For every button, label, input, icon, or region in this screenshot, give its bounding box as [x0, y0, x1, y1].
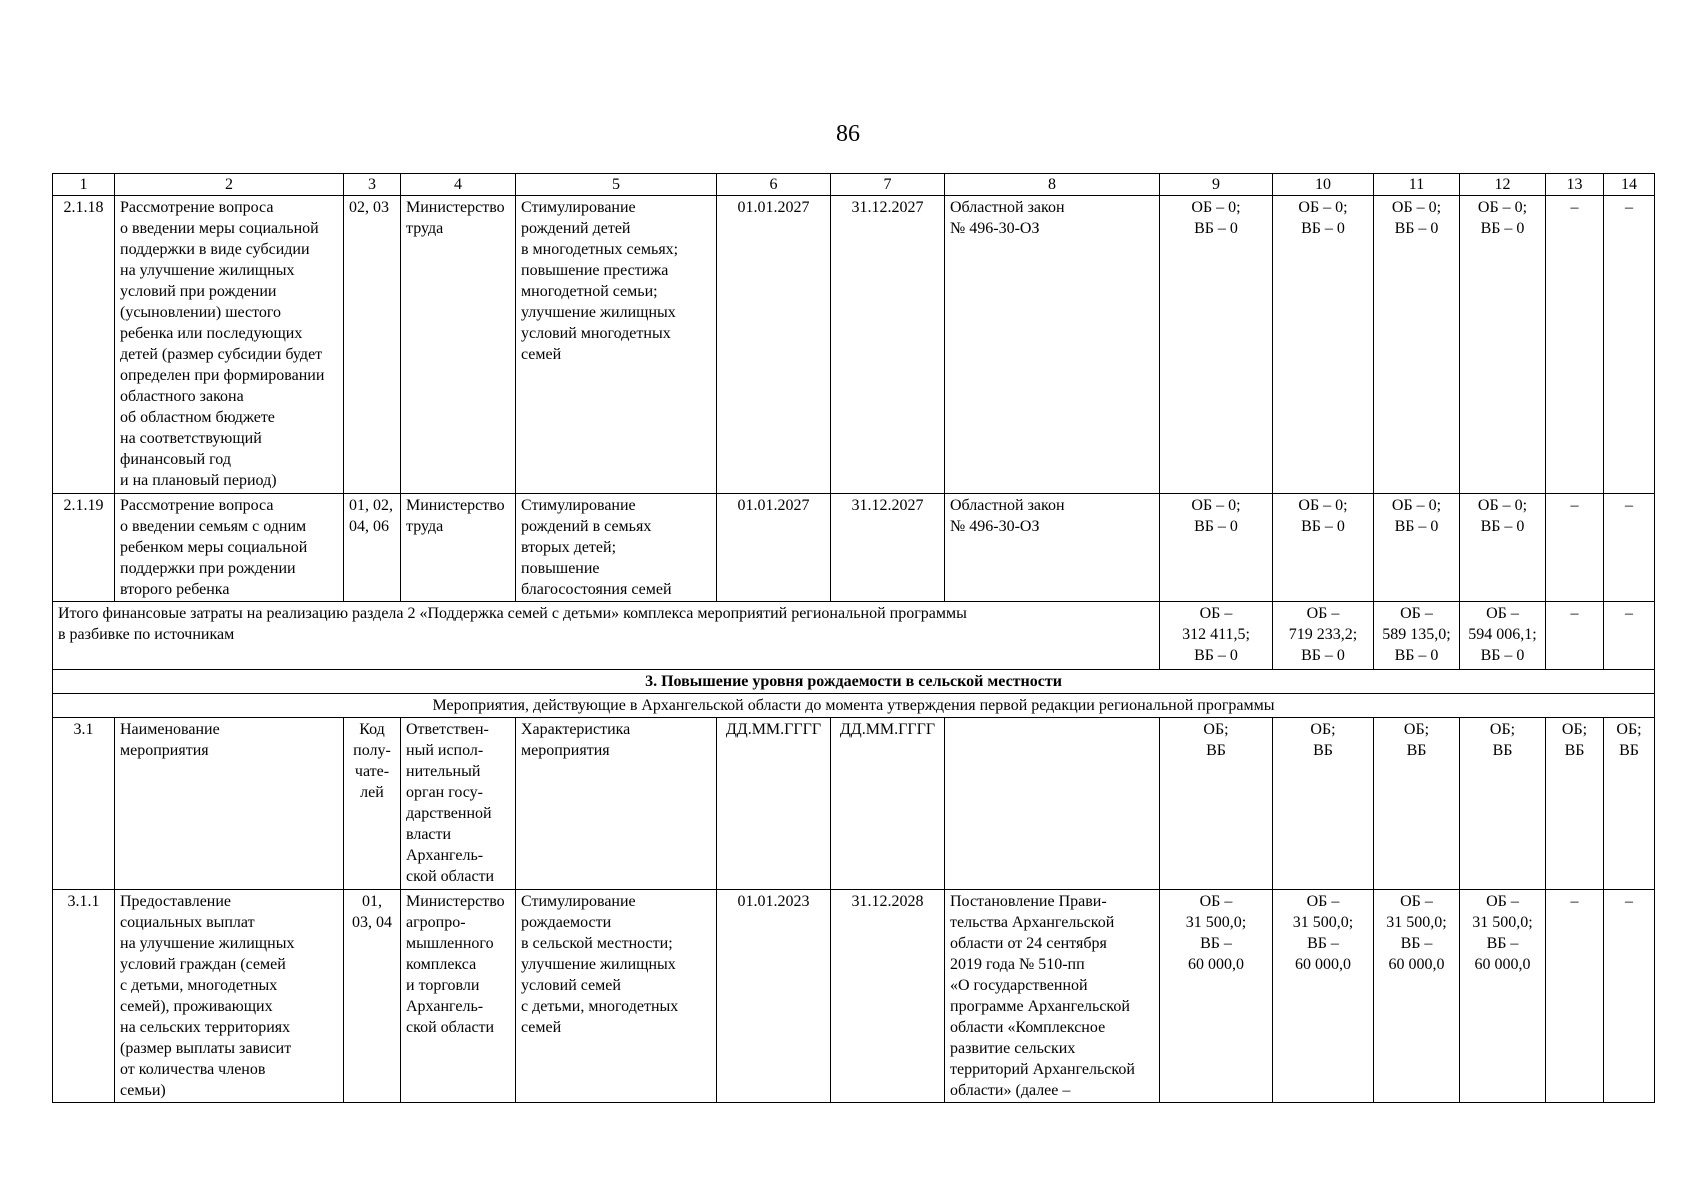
funding-cell: ОБ; ВБ [1374, 718, 1460, 890]
legal-basis: Областной закон № 496-30-ОЗ [945, 196, 1160, 494]
funding-cell: – [1546, 196, 1604, 494]
column-number: 3 [344, 174, 401, 196]
total-funding-cell: ОБ – 719 233,2; ВБ – 0 [1273, 602, 1374, 670]
funding-cell: – [1604, 890, 1655, 1103]
total-row [53, 602, 1655, 670]
funding-cell: ОБ – 31 500,0; ВБ – 60 000,0 [1460, 890, 1546, 1103]
measure-number: 3.1.1 [53, 890, 115, 1103]
funding-cell: ОБ – 0; ВБ – 0 [1273, 196, 1374, 494]
measure-name: Наименование мероприятия [115, 718, 344, 890]
funding-cell: ОБ – 0; ВБ – 0 [1160, 196, 1273, 494]
total-label: Итого финансовые затраты на реализацию раздела 2 «Поддержка семей с детьми» комплекса мероприятий региональной программы в разбивке по источникам [53, 602, 1160, 670]
start-date: ДД.ММ.ГГГГ [717, 718, 831, 890]
column-number: 5 [516, 174, 717, 196]
start-date: 01.01.2027 [717, 196, 831, 494]
funding-cell: ОБ – 31 500,0; ВБ – 60 000,0 [1374, 890, 1460, 1103]
end-date: ДД.ММ.ГГГГ [831, 718, 945, 890]
measure-characteristic: Стимулирование рождений детей в многодетных семьях; повышение престижа многодетной семьи; улучшение жилищных условий многодетных семей [516, 196, 717, 494]
measure-name: Рассмотрение вопроса о введении семьям с одним ребенком меры социальной поддержки при рождении второго ребенка [115, 494, 344, 602]
start-date: 01.01.2027 [717, 494, 831, 602]
funding-cell: ОБ; ВБ [1160, 718, 1273, 890]
funding-cell: ОБ; ВБ [1604, 718, 1655, 890]
column-number: 9 [1160, 174, 1273, 196]
end-date: 31.12.2027 [831, 196, 945, 494]
funding-cell: ОБ – 31 500,0; ВБ – 60 000,0 [1160, 890, 1273, 1103]
section-subtitle: Мероприятия, действующие в Архангельской области до момента утверждения первой редакции региональной программы [53, 694, 1655, 718]
responsible-body: Министерство агропро- мышленного комплекса и торговли Архангель- ской области [401, 890, 516, 1103]
column-number: 6 [717, 174, 831, 196]
recipient-codes: 01, 03, 04 [344, 890, 401, 1103]
column-number: 14 [1604, 174, 1655, 196]
responsible-body: Ответствен- ный испол- нительный орган госу- дарственной власти Архангель- ской области [401, 718, 516, 890]
measure-number: 3.1 [53, 718, 115, 890]
column-number: 12 [1460, 174, 1546, 196]
column-number: 4 [401, 174, 516, 196]
funding-cell: ОБ; ВБ [1273, 718, 1374, 890]
total-funding-cell: – [1604, 602, 1655, 670]
table-row [53, 890, 1655, 1103]
funding-cell: – [1546, 890, 1604, 1103]
measures-table [52, 173, 1655, 1103]
funding-cell: – [1546, 494, 1604, 602]
column-number: 13 [1546, 174, 1604, 196]
funding-cell: ОБ; ВБ [1546, 718, 1604, 890]
column-numbers-row [53, 174, 1655, 196]
funding-cell: ОБ – 31 500,0; ВБ – 60 000,0 [1273, 890, 1374, 1103]
measure-characteristic: Стимулирование рождений в семьях вторых детей; повышение благосостояния семей [516, 494, 717, 602]
funding-cell: ОБ – 0; ВБ – 0 [1460, 494, 1546, 602]
measure-number: 2.1.18 [53, 196, 115, 494]
recipient-codes: 01, 02, 04, 06 [344, 494, 401, 602]
funding-cell: – [1604, 196, 1655, 494]
recipient-codes: Код полу- чате- лей [344, 718, 401, 890]
section-subtitle-row [53, 694, 1655, 718]
table-row [53, 494, 1655, 602]
measure-number: 2.1.19 [53, 494, 115, 602]
column-number: 10 [1273, 174, 1374, 196]
column-number: 11 [1374, 174, 1460, 196]
end-date: 31.12.2027 [831, 494, 945, 602]
column-number: 8 [945, 174, 1160, 196]
total-funding-cell: – [1546, 602, 1604, 670]
legal-basis: Областной закон № 496-30-ОЗ [945, 494, 1160, 602]
total-funding-cell: ОБ – 312 411,5; ВБ – 0 [1160, 602, 1273, 670]
column-number: 7 [831, 174, 945, 196]
measure-characteristic: Характеристика мероприятия [516, 718, 717, 890]
page-number: 86 [836, 121, 860, 147]
measure-name: Рассмотрение вопроса о введении меры социальной поддержки в виде субсидии на улучшение жилищных условий при рождении (усыновлении) шестого ребенка или последующих детей (размер субсидии будет определен при формировании областного закона об областном бюджете на соответствующий финансовый год и на плановый период) [115, 196, 344, 494]
column-number: 1 [53, 174, 115, 196]
responsible-body: Министерство труда [401, 494, 516, 602]
legal-basis: Постановление Прави- тельства Архангельской области от 24 сентября 2019 года № 510-пп «О государственной программе Архангельской области «Комплексное развитие сельских территорий Архангельской области» (далее – [945, 890, 1160, 1103]
legal-basis [945, 718, 1160, 890]
total-funding-cell: ОБ – 594 006,1; ВБ – 0 [1460, 602, 1546, 670]
funding-cell: ОБ – 0; ВБ – 0 [1460, 196, 1546, 494]
measure-characteristic: Стимулирование рождаемости в сельской местности; улучшение жилищных условий семей с детьми, многодетных семей [516, 890, 717, 1103]
table-row [53, 196, 1655, 494]
start-date: 01.01.2023 [717, 890, 831, 1103]
table-row [53, 718, 1655, 890]
responsible-body: Министерство труда [401, 196, 516, 494]
recipient-codes: 02, 03 [344, 196, 401, 494]
total-funding-cell: ОБ – 589 135,0; ВБ – 0 [1374, 602, 1460, 670]
funding-cell: ОБ – 0; ВБ – 0 [1374, 196, 1460, 494]
end-date: 31.12.2028 [831, 890, 945, 1103]
funding-cell: – [1604, 494, 1655, 602]
section-title: 3. Повышение уровня рождаемости в сельской местности [53, 670, 1655, 694]
column-number: 2 [115, 174, 344, 196]
section-title-row [53, 670, 1655, 694]
measure-name: Предоставление социальных выплат на улучшение жилищных условий граждан (семей с детьми, многодетных семей), проживающих на сельских территориях (размер выплаты зависит от количества членов семьи) [115, 890, 344, 1103]
funding-cell: ОБ; ВБ [1460, 718, 1546, 890]
funding-cell: ОБ – 0; ВБ – 0 [1374, 494, 1460, 602]
funding-cell: ОБ – 0; ВБ – 0 [1160, 494, 1273, 602]
funding-cell: ОБ – 0; ВБ – 0 [1273, 494, 1374, 602]
